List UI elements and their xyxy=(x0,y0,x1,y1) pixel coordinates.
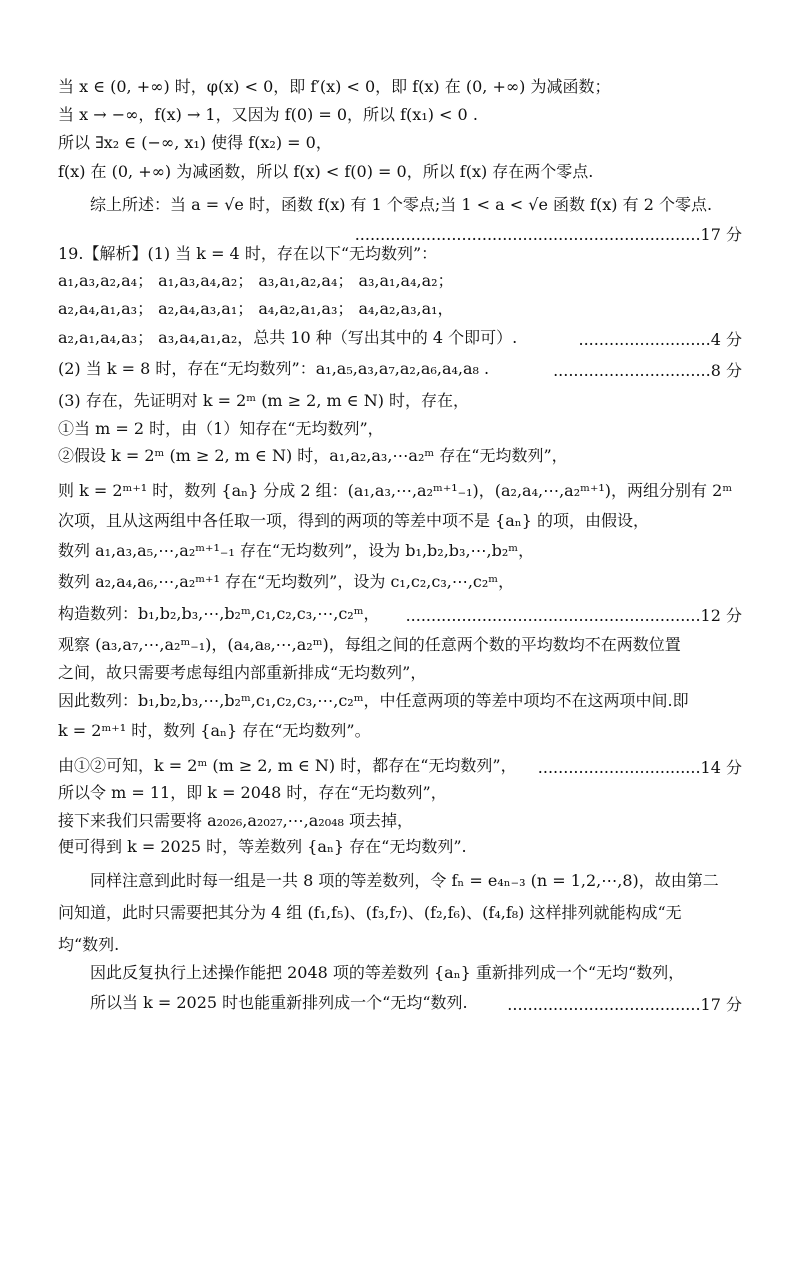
text-line: 则 k = 2ᵐ⁺¹ 时，数列 {aₙ} 分成 2 组：(a₁,a₃,⋯,a₂ᵐ⁺¹₋₁)，(a₂,a₄,⋯,a₂ᵐ⁺¹)，两组分别有 2ᵐ xyxy=(58,481,733,500)
text-line: 所以令 m = 11，即 k = 2048 时，存在“无均数列”， xyxy=(58,783,447,802)
score-marker: ..........................................................12 分 xyxy=(405,606,742,625)
text-line: a₂,a₄,a₁,a₃； a₂,a₄,a₃,a₁； a₄,a₂,a₁,a₃； a₄,a₂,a₃,a₁， xyxy=(58,299,454,318)
text-line: 由①②可知，k = 2ᵐ (m ≥ 2, m ∈ N) 时，都存在“无均数列”， xyxy=(58,756,517,775)
text-line: k = 2ᵐ⁺¹ 时，数列 {aₙ} 存在“无均数列”。 xyxy=(58,721,371,740)
score-marker: ....................................................................17 分 xyxy=(354,225,742,244)
text-line: (2) 当 k = 8 时，存在“无均数列”：a₁,a₅,a₃,a₇,a₂,a₆,a₄,a₈ . xyxy=(58,359,490,378)
text-line: 次项，且从这两组中各任取一项，得到的两项的等差中项不是 {aₙ} 的项，由假设， xyxy=(58,511,649,530)
text-line: 问知道，此时只需要把其分为 4 组 (f₁,f₅)、(f₃,f₇)、(f₂,f₆)、(f₄,f₈) 这样排列就能构成“无 xyxy=(58,903,682,922)
text-line: (3) 存在，先证明对 k = 2ᵐ (m ≥ 2, m ∈ N) 时，存在， xyxy=(58,391,470,410)
text-line: 当 x → −∞，f(x) → 1，又因为 f(0) = 0，所以 f(x₁) < 0 . xyxy=(58,105,478,124)
text-line: 所以当 k = 2025 时也能重新排列成一个“无均“数列. xyxy=(90,993,468,1012)
text-line: 观察 (a₃,a₇,⋯,a₂ᵐ₋₁)，(a₄,a₈,⋯,a₂ᵐ)，每组之间的任意两个数的平均数均不在两数位置 xyxy=(58,635,681,654)
score-marker: ..........................4 分 xyxy=(578,330,742,349)
score-marker: ...............................8 分 xyxy=(553,361,742,380)
score-marker: ......................................17 分 xyxy=(507,995,742,1014)
text-line: 数列 a₂,a₄,a₆,⋯,a₂ᵐ⁺¹ 存在“无均数列”，设为 c₁,c₂,c₃,⋯,c₂ᵐ， xyxy=(58,572,515,591)
text-line: f(x) 在 (0, +∞) 为减函数，所以 f(x) < f(0) = 0，所以 f(x) 存在两个零点. xyxy=(58,162,594,181)
text-line: a₁,a₃,a₂,a₄； a₁,a₃,a₄,a₂； a₃,a₁,a₂,a₄； a₃,a₁,a₄,a₂； xyxy=(58,271,454,290)
text-line: 数列 a₁,a₃,a₅,⋯,a₂ᵐ⁺¹₋₁ 存在“无均数列”，设为 b₁,b₂,b₃,⋯,b₂ᵐ， xyxy=(58,541,535,560)
text-line: 构造数列：b₁,b₂,b₃,⋯,b₂ᵐ,c₁,c₂,c₃,⋯,c₂ᵐ， xyxy=(58,604,380,623)
text-line: ①当 m = 2 时，由（1）知存在“无均数列”， xyxy=(58,419,384,438)
text-line: 接下来我们只需要将 a₂₀₂₆,a₂₀₂₇,⋯,a₂₀₄₈ 项去掉， xyxy=(58,811,414,830)
text-line: 均“数列. xyxy=(58,935,120,954)
text-line: 便可得到 k = 2025 时，等差数列 {aₙ} 存在“无均数列”. xyxy=(58,837,467,856)
text-line: 所以 ∃x₂ ∈ (−∞, x₁) 使得 f(x₂) = 0， xyxy=(58,133,332,152)
question-heading: 19.【解析】(1) 当 k = 4 时，存在以下“无均数列”： xyxy=(58,244,438,263)
text-line: 当 x ∈ (0, +∞) 时，φ(x) < 0，即 f′(x) < 0，即 f(x) 在 (0, +∞) 为减函数； xyxy=(58,77,611,96)
text-line: 同样注意到此时每一组是一共 8 项的等差数列，令 fₙ = e₄ₙ₋₃ (n = 1,2,⋯,8)，故由第二 xyxy=(90,871,719,890)
score-marker: ................................14 分 xyxy=(537,758,742,777)
text-line: ②假设 k = 2ᵐ (m ≥ 2, m ∈ N) 时，a₁,a₂,a₃,⋯a₂ᵐ 存在“无均数列”， xyxy=(58,446,568,465)
text-line: 综上所述：当 a = √e 时，函数 f(x) 有 1 个零点;当 1 < a < √e 函数 f(x) 有 2 个零点. xyxy=(90,195,713,214)
text-line: 因此反复执行上述操作能把 2048 项的等差数列 {aₙ} 重新排列成一个“无均“数列， xyxy=(90,963,685,982)
text-line: a₂,a₁,a₄,a₃； a₃,a₄,a₁,a₂，总共 10 种（写出其中的 4 个即可）. xyxy=(58,328,518,347)
text-line: 因此数列：b₁,b₂,b₃,⋯,b₂ᵐ,c₁,c₂,c₃,⋯,c₂ᵐ，中任意两项的等差中项均不在这两项中间.即 xyxy=(58,691,689,710)
text-line: 之间，故只需要考虑每组内部重新排成“无均数列”， xyxy=(58,663,427,682)
